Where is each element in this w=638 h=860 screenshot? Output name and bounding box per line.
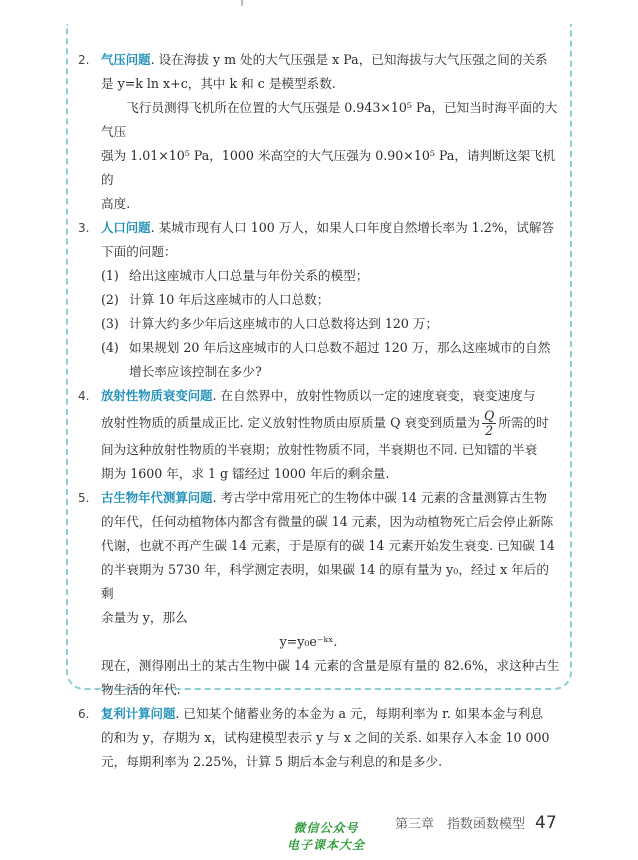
problem-text: . 已知某个储蓄业务的本金为 a 元，每期利率为 r. 如果本金与利息 bbox=[175, 706, 543, 721]
problem-line bbox=[101, 216, 560, 240]
problem-line bbox=[101, 408, 560, 438]
problem-text: . 某城市现有人口 100 万人，如果人口年度自然增长率为 1.2%，试解答 bbox=[150, 220, 555, 235]
sub-question bbox=[101, 264, 560, 288]
problem-text: . 考古学中常用死亡的生物体中碳 14 元素的含量测算古生物 bbox=[212, 490, 547, 505]
problem-line: 的半衰期为 5730 年，科学测定表明，如果碳 14 的原有量为 y₀，经过 x 年后的剩 bbox=[101, 562, 549, 601]
page-number: 47 bbox=[535, 813, 557, 833]
problem-line: 物生活的年代. bbox=[101, 682, 181, 697]
exercise-content bbox=[76, 48, 560, 774]
problem-text: 所需的时 bbox=[498, 415, 549, 430]
sub-question-text: 给出这座城市人口总量与年份关系的模型； bbox=[129, 268, 369, 283]
problem-heading: 气压问题 bbox=[101, 52, 151, 67]
problem-heading: 复利计算问题 bbox=[101, 706, 176, 721]
sub-question bbox=[101, 336, 560, 384]
problem-line: 是 y=k ln x+c，其中 k 和 c 是模型系数. bbox=[101, 76, 336, 91]
problem-text: 放射性物质的质量成正比. 定义放射性物质由原质量 Q 衰变到质量为 bbox=[101, 415, 480, 430]
problem-line: 余量为 y，那么 bbox=[101, 610, 188, 625]
watermark-line-1: 微信公众号 bbox=[293, 821, 359, 835]
sub-question bbox=[101, 288, 560, 312]
page-top-mark bbox=[241, 0, 243, 6]
sub-question bbox=[101, 312, 560, 336]
problem-line: 高度. bbox=[101, 196, 131, 211]
problem-number: 2. bbox=[78, 53, 90, 67]
problem-text: . 在自然界中，放射性物质以一定的速度衰变，衰变速度与 bbox=[212, 388, 536, 403]
problem-line: 元，每期利率为 2.25%，计算 5 期后本金与利息的和是多少. bbox=[101, 754, 443, 769]
problem-number: 4. bbox=[78, 389, 90, 403]
sub-question-label: (4) bbox=[101, 340, 119, 355]
problem-4 bbox=[76, 384, 560, 486]
problem-line: 强为 1.01×10⁵ Pa，1000 米高空的大气压强为 0.90×10⁵ Pa，请判断这架飞机的 bbox=[101, 148, 556, 187]
fraction-numerator: Q bbox=[483, 408, 495, 423]
sub-question-label: (1) bbox=[101, 268, 119, 283]
problem-heading: 古生物年代测算问题 bbox=[101, 490, 213, 505]
sub-question-text: 如果规划 20 年后这座城市的人口总数不超过 120 万，那么这座城市的自然增长率应该控制在多少? bbox=[129, 340, 551, 379]
formula-decay: y=y₀e⁻ᵏˣ. bbox=[279, 634, 338, 649]
problem-2 bbox=[76, 48, 560, 216]
problem-line: 现在，测得刚出土的某古生物中碳 14 元素的含量是原有量的 82.6%，求这种古生 bbox=[101, 658, 560, 673]
sub-question-text: 计算大约多少年后这座城市的人口总数将达到 120 万； bbox=[129, 316, 439, 331]
problem-number: 5. bbox=[78, 491, 90, 505]
fraction-q-over-2 bbox=[482, 409, 496, 438]
sub-question-label: (3) bbox=[101, 316, 119, 331]
problem-text: . 设在海拔 y m 处的大气压强是 x Pa，已知海拔与大气压强之间的关系 bbox=[150, 52, 548, 67]
watermark-line-2: 电子课本大全 bbox=[286, 838, 365, 852]
problem-line bbox=[101, 702, 560, 726]
problem-line bbox=[101, 486, 560, 510]
page-footer bbox=[395, 813, 557, 833]
problem-3 bbox=[76, 216, 560, 384]
problem-line bbox=[101, 48, 560, 72]
problem-line bbox=[101, 384, 560, 408]
sub-question-label: (2) bbox=[101, 292, 119, 307]
problem-line: 飞行员测得飞机所在位置的大气压强是 0.943×10⁵ Pa，已知当时海平面的大气压 bbox=[101, 100, 558, 139]
problem-line: 间为这种放射性物质的半衰期；放射性物质不同，半衰期也不同. 已知镭的半衰 bbox=[101, 442, 538, 457]
problem-heading: 人口问题 bbox=[101, 220, 151, 235]
problem-6 bbox=[76, 702, 560, 774]
sub-question-text: 计算 10 年后这座城市的人口总数； bbox=[129, 292, 330, 307]
problem-line: 期为 1600 年，求 1 g 镭经过 1000 年后的剩余量. bbox=[101, 466, 390, 481]
problem-number: 6. bbox=[78, 707, 90, 721]
problem-number: 3. bbox=[78, 221, 90, 235]
problem-line: 的年代，任何动植物体内都含有微量的碳 14 元素，因为动植物死亡后会停止新陈 bbox=[101, 514, 554, 529]
problem-line: 下面的问题： bbox=[101, 244, 177, 259]
fraction-denominator: 2 bbox=[485, 423, 494, 438]
watermark bbox=[268, 820, 384, 854]
problem-line: 的和为 y，存期为 x，试构建模型表示 y 与 x 之间的关系. 如果存入本金 10 000 bbox=[101, 730, 550, 745]
problem-5 bbox=[76, 486, 560, 702]
problem-line: 代谢，也就不再产生碳 14 元素，于是原有的碳 14 元素开始发生衰变. 已知碳 14 bbox=[101, 538, 555, 553]
chapter-title: 第三章 指数函数模型 bbox=[395, 817, 526, 832]
problem-heading: 放射性物质衰变问题 bbox=[101, 388, 213, 403]
